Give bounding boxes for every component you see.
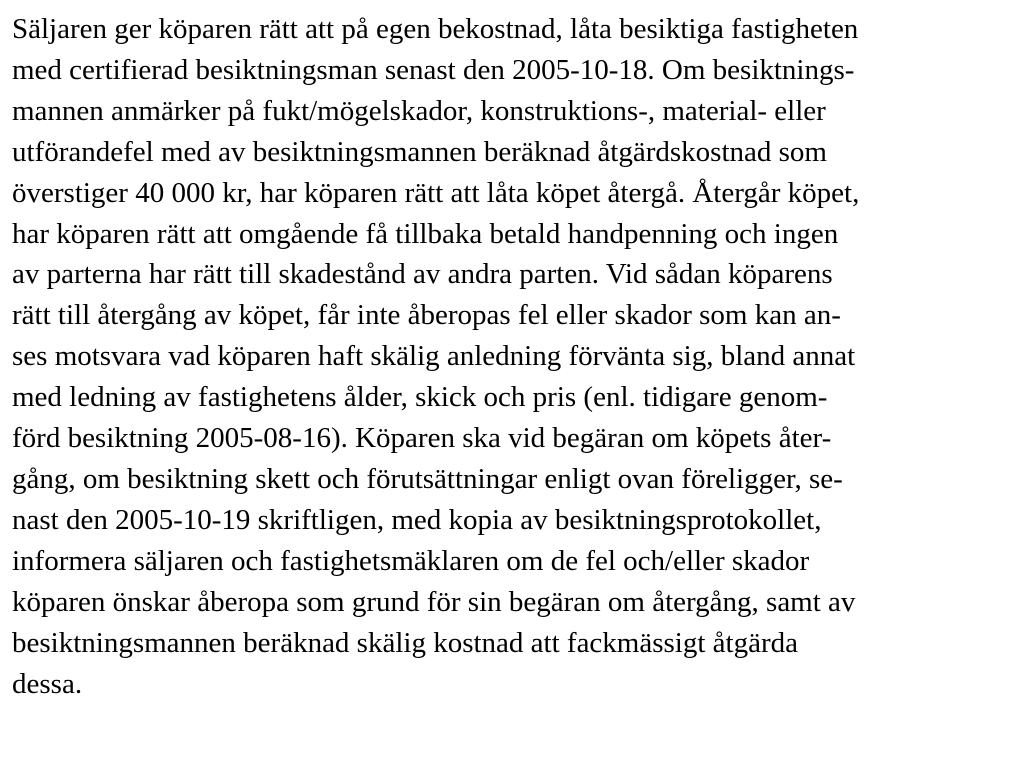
paragraph-line-10: med ledning av fastighetens ålder, skick och pris (enl. tidigare genom- bbox=[12, 381, 828, 414]
paragraph-line-16: besiktningsmannen beräknad skälig kostnad att fackmässigt åtgärda bbox=[12, 626, 799, 659]
paragraph-line-6: har köparen rätt att omgående få tillbaka betald handpenning och ingen bbox=[12, 217, 839, 250]
paragraph-line-13: nast den 2005-10-19 skriftligen, med kopia av besiktningsprotokollet, bbox=[12, 503, 822, 536]
contract-clause-paragraph bbox=[12, 9, 1016, 704]
paragraph-line-7: av parterna har rätt till skadestånd av andra parten. Vid sådan köparens bbox=[12, 258, 833, 291]
paragraph-line-12: gång, om besiktning skett och förutsättningar enligt ovan föreligger, se- bbox=[12, 462, 843, 495]
paragraph-line-1: Säljaren ger köparen rätt att på egen bekostnad, låta besiktiga fastigheten bbox=[12, 13, 859, 45]
paragraph-line-14: informera säljaren och fastighetsmäklaren om de fel och/eller skador bbox=[12, 544, 810, 577]
paragraph-line-9: ses motsvara vad köparen haft skälig anledning förvänta sig, bland annat bbox=[12, 340, 856, 373]
paragraph-line-11: förd besiktning 2005-08-16). Köparen ska vid begäran om köpets åter- bbox=[12, 422, 832, 455]
paragraph-line-17: dessa. bbox=[12, 667, 83, 700]
paragraph-line-3: mannen anmärker på fukt/mögelskador, konstruktions-, material- eller bbox=[12, 94, 826, 127]
paragraph-line-5: överstiger 40 000 kr, har köparen rätt att låta köpet återgå. Återgår köpet, bbox=[12, 176, 860, 209]
paragraph-line-8: rätt till återgång av köpet, får inte åberopas fel eller skador som kan an- bbox=[12, 299, 841, 332]
paragraph-line-2: med certifierad besiktningsman senast den 2005-10-18. Om besiktnings- bbox=[12, 53, 855, 86]
paragraph-line-4: utförandefel med av besiktningsmannen beräknad åtgärdskostnad som bbox=[12, 135, 827, 168]
paragraph-line-15: köparen önskar åberopa som grund för sin begäran om återgång, samt av bbox=[12, 585, 856, 618]
